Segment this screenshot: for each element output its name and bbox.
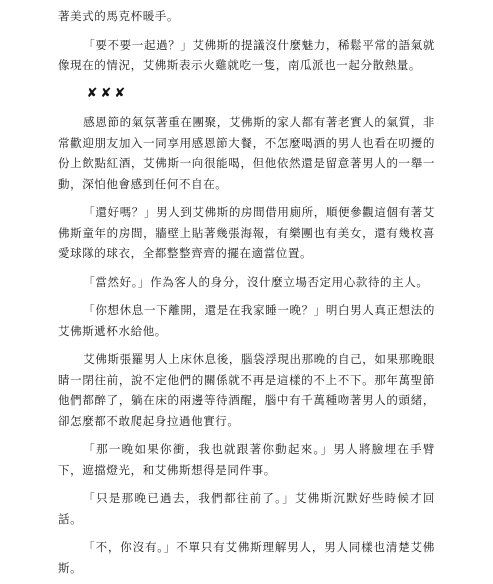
paragraph-dialogue: 「你想休息一下離開，還是在我家睡一晚？」明白男人真正想法的艾佛斯遞杯水給他。 [58,303,435,338]
paragraph-dialogue: 「還好嗎？」男人到艾佛斯的房間借用廁所，順便參觀這個有著艾佛斯童年的房間，牆壁上貼著幾張海報，有樂團也有美女，還有幾枚喜愛球隊的球衣，全都整整齊齊的擺在適當位置。 [58,205,435,260]
paragraph-dialogue: 「當然好。」作為客人的身分，沒什麼立場否定用心款待的主人。 [83,274,429,289]
paragraph-dialogue: 「那一晚如果你衝，我也就跟著你動起來。」男人將臉埋在手臂下，遮擋燈光，和艾佛斯想得是同件事。 [58,442,435,477]
paragraph-continued: 著美式的馬克杯暖手。 [58,9,179,23]
section-separator: ✘✘✘ [86,85,129,101]
paragraph-dialogue: 「要不要一起過？」艾佛斯的提議沒什麼魅力，稀鬆平常的語氣就像現在的情況，艾佛斯表示火雞就吃一隻，南瓜派也一起分散熱量。 [58,37,435,72]
paragraph: 艾佛斯張羅男人上床休息後，腦袋浮現出那晚的自己，如果那晚眼睛一閉往前，說不定他們的關係就不再是這樣的不上不下。那年萬聖節他們都醉了，躺在床的兩邊等待酒醒，腦中有千萬種吻著男人的頭緒，卻怎麼都不敢爬起身拉過他實行。 [58,352,435,428]
paragraph-dialogue: 「不，你沒有。」不單只有艾佛斯理解男人，男人同樣也清楚艾佛斯。 [58,540,435,575]
paragraph: 感恩節的氣氛著重在團聚，艾佛斯的家人都有著老實人的氣質，非常歡迎朋友加入一同享用感恩節大餐，不怎麼喝酒的男人也看在叨擾的份上飲點紅酒，艾佛斯一向很能喝，但他依然還是留意著男人的一舉一動，深怕他會感到任何不自在。 [58,115,435,191]
paragraph-dialogue: 「只是那晚已過去，我們都往前了。」艾佛斯沉默好些時候才回話。 [58,491,435,526]
